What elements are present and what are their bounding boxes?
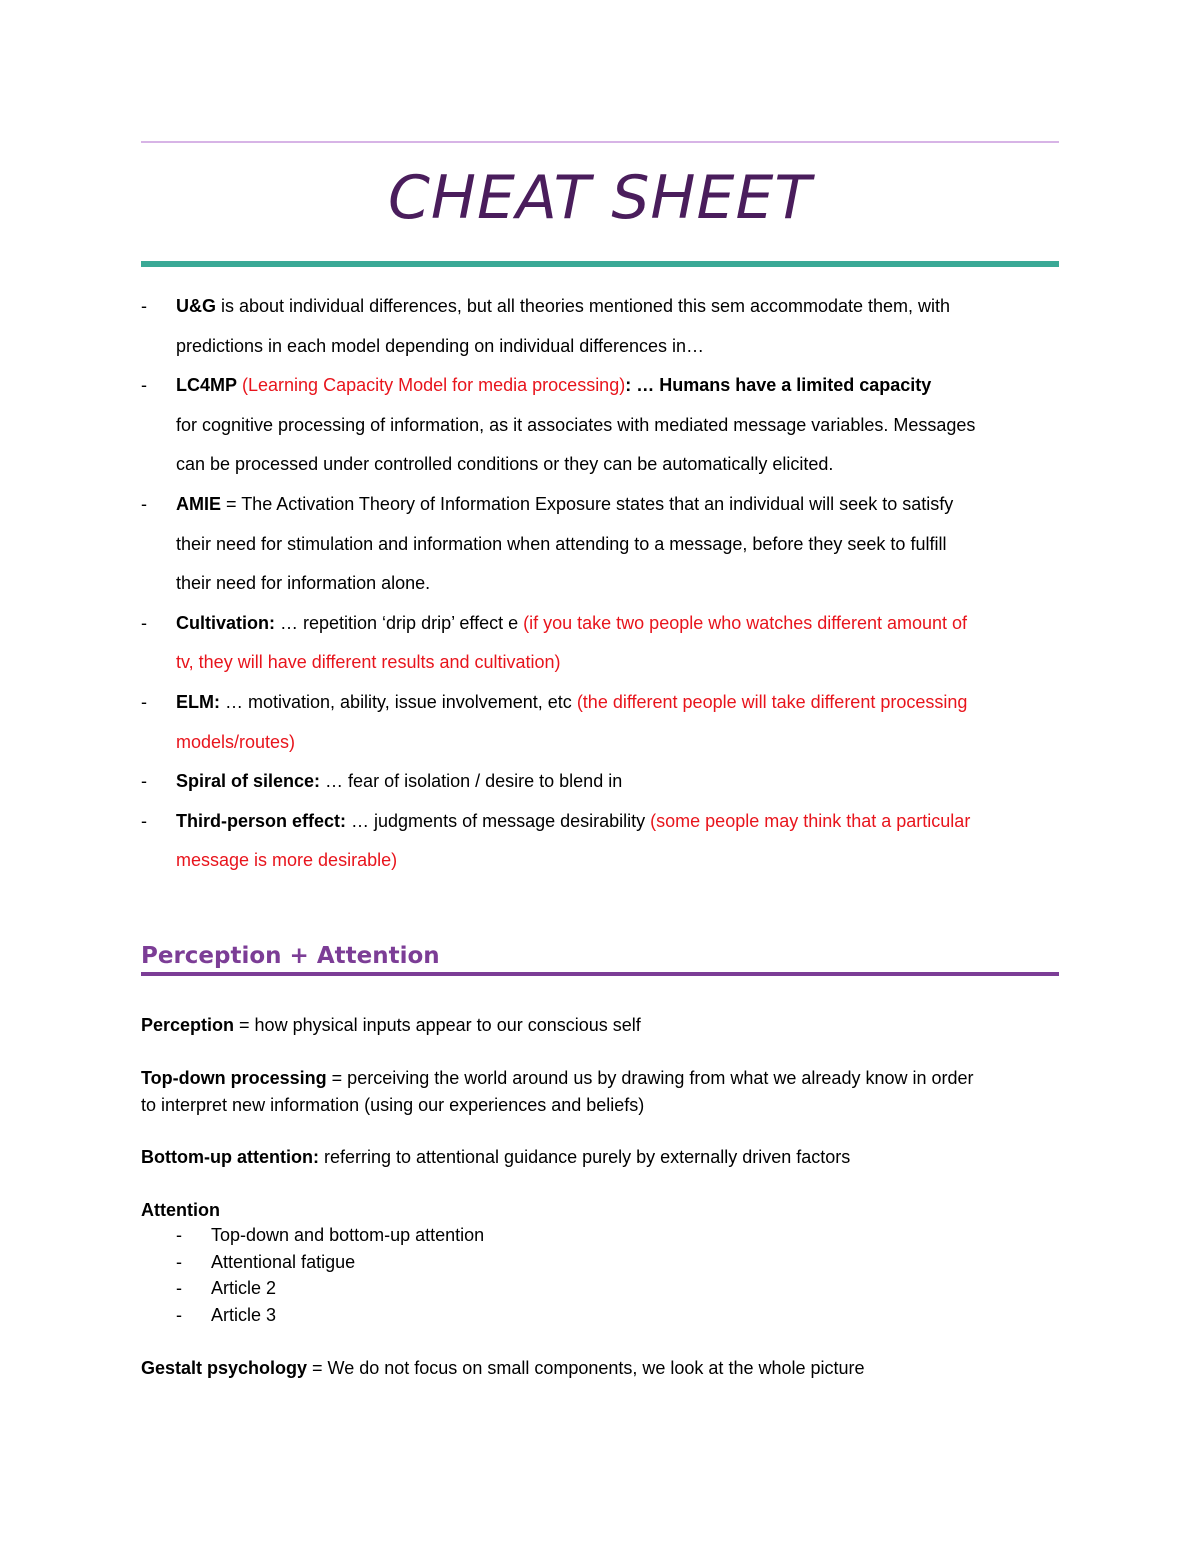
- red-note: (if you take two people who watches different amount of: [523, 612, 968, 633]
- list-item-label: Article 3: [211, 1304, 277, 1325]
- page-title: CHEAT SHEET: [388, 163, 812, 233]
- bullet-dash: -: [141, 375, 147, 396]
- bottomup-definition: [141, 1144, 1061, 1171]
- bullet-line: [176, 287, 1061, 327]
- term-text: … repetition ‘drip drip’ effect e: [275, 612, 524, 633]
- paragraph-line: to interpret new information (using our experiences and beliefs): [141, 1094, 645, 1115]
- list-item-label: Article 2: [211, 1278, 277, 1298]
- list-item: [176, 1249, 484, 1276]
- term-text: = We do not focus on small components, we look at the whole picture: [307, 1358, 865, 1378]
- term-text: … fear of isolation / desire to blend in: [320, 771, 623, 792]
- bullet-line: [176, 683, 1061, 723]
- term-label: Spiral of silence:: [176, 771, 321, 792]
- term-label: Gestalt psychology: [141, 1358, 308, 1378]
- list-item-lc4mp: [141, 366, 1061, 485]
- list-item-label: Top-down and bottom-up attention: [211, 1225, 485, 1245]
- term-label: AMIE: [176, 493, 221, 514]
- term-text: = perceiving the world around us by drawing from what we already know in order: [326, 1068, 974, 1088]
- term-label: Bottom-up attention:: [141, 1147, 319, 1167]
- bullet-line: [176, 762, 1061, 802]
- list-item: [176, 1302, 484, 1329]
- term-text: = how physical inputs appear to our conscious self: [234, 1015, 641, 1035]
- bullet-dash: -: [141, 771, 147, 792]
- list-item-label: Attentional fatigue: [211, 1251, 356, 1272]
- attention-heading: [141, 1197, 1061, 1224]
- paragraph-line: [141, 1065, 1061, 1092]
- term-label: Top-down processing: [141, 1068, 327, 1088]
- list-item-third-person-effect: [141, 802, 1061, 881]
- bullet-dash: -: [176, 1251, 182, 1272]
- red-note-line: models/routes): [176, 731, 296, 752]
- bullet-line: their need for stimulation and information when attending to a message, before they seek to fulfill: [176, 533, 947, 554]
- bullet-line: for cognitive processing of information, as it associates with mediated message variables. Messages: [176, 414, 976, 435]
- red-note-line: message is more desirable): [176, 850, 398, 871]
- title-bottom-rule: [141, 261, 1059, 267]
- bullet-line: predictions in each model depending on individual differences in…: [176, 335, 705, 356]
- bullet-dash: -: [141, 691, 147, 712]
- bullet-line: [176, 366, 1061, 406]
- term-label: Perception: [141, 1015, 235, 1035]
- list-item-spiral-of-silence: [141, 762, 1061, 802]
- list-item-cultivation: [141, 604, 1061, 683]
- bullet-line: [176, 802, 1061, 842]
- red-note: (the different people will take different processing: [576, 691, 968, 712]
- term-label: Attention: [141, 1200, 220, 1220]
- list-item-elm: [141, 683, 1061, 762]
- term-label: ELM:: [176, 691, 220, 712]
- term-text: … motivation, ability, issue involvement, etc: [220, 691, 577, 712]
- list-item-amie: [141, 485, 1061, 604]
- term-text: … judgments of message desirability: [346, 810, 651, 831]
- term-text: = The Activation Theory of Information Exposure states that an individual will seek to satisfy: [221, 493, 954, 514]
- bullet-dash: -: [176, 1225, 182, 1245]
- title-top-rule: [141, 141, 1059, 143]
- term-label: U&G: [176, 296, 216, 316]
- bullet-line: their need for information alone.: [176, 573, 431, 594]
- theory-bullet-list: [141, 287, 1061, 881]
- red-note: (some people may think that a particular: [650, 810, 971, 831]
- bullet-dash: -: [176, 1278, 182, 1298]
- term-text: : … Humans have a limited capacity: [625, 375, 932, 396]
- attention-list: [176, 1222, 484, 1328]
- section-heading: Perception + Attention: [141, 943, 440, 969]
- section-heading-rule: [141, 972, 1059, 976]
- term-label: Cultivation:: [176, 612, 275, 633]
- bullet-dash: -: [141, 810, 147, 831]
- bullet-line: can be processed under controlled conditions or they can be automatically elicited.: [176, 454, 834, 475]
- list-item-ug: [141, 287, 1061, 366]
- bullet-line: [176, 485, 1061, 525]
- bullet-dash: -: [176, 1304, 182, 1325]
- bullet-line: [176, 604, 1061, 644]
- list-item: [176, 1275, 484, 1302]
- topdown-definition: [141, 1065, 1061, 1118]
- term-label: Third-person effect:: [176, 810, 347, 831]
- perception-definition: [141, 1012, 1061, 1039]
- term-text: referring to attentional guidance purely by externally driven factors: [318, 1147, 851, 1167]
- red-note: (Learning Capacity Model for media processing): [237, 375, 626, 396]
- bullet-dash: -: [141, 612, 147, 633]
- bullet-dash: -: [141, 296, 147, 316]
- term-label: LC4MP: [176, 375, 238, 396]
- gestalt-definition: [141, 1355, 1061, 1382]
- list-item: [176, 1222, 484, 1249]
- bullet-dash: -: [141, 493, 147, 514]
- term-text: is about individual differences, but all theories mentioned this sem accommodate them, with: [216, 296, 951, 316]
- red-note-line: tv, they will have different results and cultivation): [176, 652, 561, 673]
